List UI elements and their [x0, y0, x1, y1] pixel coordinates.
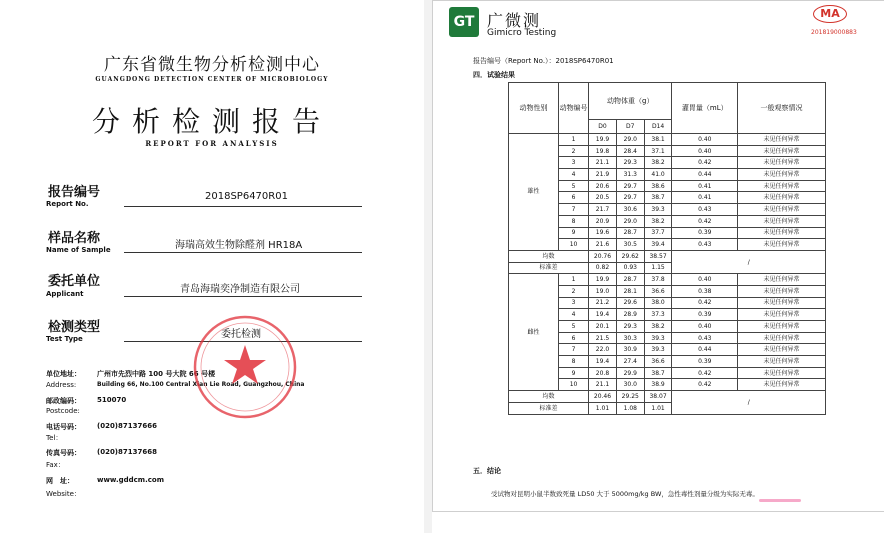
table-cell: 0.42 — [672, 379, 738, 391]
table-cell: 0.41 — [672, 192, 738, 204]
conclusion-text: 受试物对昆明小鼠半数致死量 LD50 大于 5000mg/kg BW，急性毒性剂量分级为实际无毒。 — [491, 490, 759, 498]
table-cell: 27.4 — [616, 356, 644, 368]
table-cell: 未见任何异常 — [738, 297, 826, 309]
sd-label: 标准差 — [509, 402, 589, 414]
field-label-en-applicant: Applicant — [46, 290, 84, 298]
table-cell: 29.3 — [616, 321, 644, 333]
table-cell: 30.9 — [616, 344, 644, 356]
field-label-sample: 样品名称 — [48, 231, 101, 246]
table-cell: 0.40 — [672, 274, 738, 286]
table-cell: 0.82 — [589, 262, 617, 274]
table-cell: 0.44 — [672, 169, 738, 181]
header-day: D7 — [616, 120, 644, 134]
field-label-report-no: 报告编号 — [48, 185, 101, 200]
table-cell: 28.7 — [616, 274, 644, 286]
table-cell: 5 — [559, 321, 589, 333]
table-cell: 9 — [559, 367, 589, 379]
table-cell: 30.0 — [616, 379, 644, 391]
table-cell: 未见任何异常 — [738, 367, 826, 379]
table-cell: 未见任何异常 — [738, 169, 826, 181]
table-row — [509, 134, 826, 146]
report-title-en: REPORT FOR ANALYSIS — [145, 139, 279, 148]
table-cell: 20.8 — [589, 367, 617, 379]
table-cell: 29.7 — [616, 192, 644, 204]
fax-value: (020)87137668 — [97, 448, 157, 456]
header-dose: 灌胃量（mL） — [672, 83, 738, 134]
header-sex: 动物性别 — [509, 83, 559, 134]
table-cell: 1 — [559, 134, 589, 146]
table-cell: 21.7 — [589, 204, 617, 216]
address-label: 单位地址： — [46, 370, 81, 378]
website-value: www.gddcm.com — [97, 476, 164, 484]
table-cell: 未见任何异常 — [738, 344, 826, 356]
table-cell: 29.0 — [616, 134, 644, 146]
table-cell: 21.6 — [589, 239, 617, 251]
table-cell: 2 — [559, 285, 589, 297]
header-id: 动物编号 — [559, 83, 589, 134]
table-cell: 0.40 — [672, 134, 738, 146]
table-cell: 19.8 — [589, 145, 617, 157]
table-cell: 0.43 — [672, 332, 738, 344]
table-cell: 38.1 — [644, 134, 672, 146]
table-cell: 8 — [559, 215, 589, 227]
tel-en: Tel： — [46, 434, 63, 442]
table-cell: 39.3 — [644, 344, 672, 356]
table-cell: 19.4 — [589, 309, 617, 321]
table-cell: 41.0 — [644, 169, 672, 181]
table-cell: 7 — [559, 344, 589, 356]
table-cell: 38.57 — [644, 250, 672, 262]
field-label-test-type: 检测类型 — [48, 320, 101, 335]
table-cell: 未见任何异常 — [738, 356, 826, 368]
postcode-label: 邮政编码： — [46, 397, 81, 405]
table-cell: 36.6 — [644, 356, 672, 368]
applicant-value: 青岛海瑞奕净制造有限公司 — [180, 284, 300, 295]
gimicro-logo: GT — [449, 7, 479, 37]
table-cell: 37.8 — [644, 274, 672, 286]
table-cell: 4 — [559, 169, 589, 181]
fax-en: Fax： — [46, 461, 65, 469]
official-stamp — [190, 312, 300, 422]
table-cell: 29.9 — [616, 367, 644, 379]
tel-label: 电话号码： — [46, 423, 81, 431]
report-cover-page — [0, 0, 424, 533]
table-cell: 未见任何异常 — [738, 321, 826, 333]
table-cell: 1 — [559, 274, 589, 286]
table-cell: 31.3 — [616, 169, 644, 181]
table-cell: 未见任何异常 — [738, 180, 826, 192]
table-cell: 37.3 — [644, 309, 672, 321]
table-cell: 28.9 — [616, 309, 644, 321]
table-cell: 28.7 — [616, 227, 644, 239]
table-cell: 0.38 — [672, 285, 738, 297]
fax-label: 传真号码： — [46, 449, 81, 457]
table-row — [509, 391, 826, 403]
table-cell: 2 — [559, 145, 589, 157]
table-cell: 10 — [559, 379, 589, 391]
brand-name-en: Gimicro Testing — [487, 28, 557, 38]
table-cell: 未见任何异常 — [738, 204, 826, 216]
header-day: D14 — [644, 120, 672, 134]
section-conclusion-heading: 五．结论 — [473, 467, 501, 475]
address-en: Building 66, No.100 Central Xian Lie Road, Guangzhou, China — [97, 381, 305, 388]
table-cell: 0.93 — [616, 262, 644, 274]
postcode-en: Postcode: — [46, 407, 80, 415]
website-label: 网 址： — [46, 477, 74, 485]
table-cell: 36.6 — [644, 285, 672, 297]
table-cell: 29.7 — [616, 180, 644, 192]
section-results-heading: 四．试验结果 — [473, 71, 515, 79]
table-cell: 21.5 — [589, 332, 617, 344]
table-cell: 1.01 — [589, 402, 617, 414]
report-number: 报告编号（Report No.）：2018SP6470R01 — [473, 57, 614, 65]
table-cell: 0.41 — [672, 180, 738, 192]
table-cell: 29.62 — [616, 250, 644, 262]
table-cell: 37.7 — [644, 227, 672, 239]
table-cell: 9 — [559, 227, 589, 239]
table-cell: 未见任何异常 — [738, 157, 826, 169]
table-cell: 29.0 — [616, 215, 644, 227]
sd-label: 标准差 — [509, 262, 589, 274]
table-cell: 0.39 — [672, 356, 738, 368]
table-cell: 未见任何异常 — [738, 145, 826, 157]
field-label-applicant: 委托单位 — [48, 274, 101, 289]
table-cell: 39.3 — [644, 332, 672, 344]
org-name-en: GUANGDONG DETECTION CENTER OF MICROBIOLOGY — [95, 76, 329, 83]
table-cell: 0.43 — [672, 239, 738, 251]
mean-label: 均数 — [509, 250, 589, 262]
cma-number: 201819000883 — [811, 29, 857, 36]
table-cell: 37.1 — [644, 145, 672, 157]
table-cell: 38.7 — [644, 367, 672, 379]
table-cell: 0.39 — [672, 309, 738, 321]
underline — [124, 296, 362, 297]
page-gap — [424, 0, 432, 533]
table-cell: 未见任何异常 — [738, 274, 826, 286]
table-cell: 0.42 — [672, 157, 738, 169]
table-cell: 38.07 — [644, 391, 672, 403]
table-cell: 0.42 — [672, 367, 738, 379]
table-cell: 4 — [559, 309, 589, 321]
table-row — [509, 250, 826, 262]
table-cell: 29.6 — [616, 297, 644, 309]
address-cn: 广州市先烈中路 100 号大院 66 号楼 — [97, 370, 216, 378]
header-day: D0 — [589, 120, 617, 134]
table-cell: 28.4 — [616, 145, 644, 157]
table-cell: 1.08 — [616, 402, 644, 414]
mean-label: 均数 — [509, 391, 589, 403]
underline — [124, 252, 362, 253]
report-title-cn: 分析检测报告 — [91, 105, 332, 138]
table-cell: 21.9 — [589, 169, 617, 181]
table-cell: 19.0 — [589, 285, 617, 297]
table-cell: 21.1 — [589, 157, 617, 169]
table-cell: 10 — [559, 239, 589, 251]
table-cell: 22.0 — [589, 344, 617, 356]
table-cell: 19.6 — [589, 227, 617, 239]
table-cell: 20.1 — [589, 321, 617, 333]
table-cell: 未见任何异常 — [738, 379, 826, 391]
male-group-label: 雄性 — [509, 134, 559, 251]
table-cell: 39.4 — [644, 239, 672, 251]
table-cell: 29.3 — [616, 157, 644, 169]
table-cell: 未见任何异常 — [738, 134, 826, 146]
table-cell: 未见任何异常 — [738, 309, 826, 321]
table-cell: 29.25 — [616, 391, 644, 403]
table-cell: 30.3 — [616, 332, 644, 344]
brand-name-cn: 广微测 — [487, 11, 542, 30]
highlight-mark — [759, 499, 801, 502]
table-cell: 6 — [559, 192, 589, 204]
table-cell: 0.42 — [672, 215, 738, 227]
table-cell: 7 — [559, 204, 589, 216]
table-cell: 20.9 — [589, 215, 617, 227]
table-cell: 未见任何异常 — [738, 332, 826, 344]
table-cell: 38.2 — [644, 215, 672, 227]
table-cell: 38.0 — [644, 297, 672, 309]
table-cell: 1.01 — [644, 402, 672, 414]
table-cell: 未见任何异常 — [738, 192, 826, 204]
table-cell: 20.76 — [589, 250, 617, 262]
table-cell: 未见任何异常 — [738, 285, 826, 297]
table-cell: 20.6 — [589, 180, 617, 192]
postcode-value: 510070 — [97, 396, 127, 404]
table-cell: 38.2 — [644, 321, 672, 333]
table-cell: 3 — [559, 157, 589, 169]
table-cell: 8 — [559, 356, 589, 368]
table-cell: 未见任何异常 — [738, 215, 826, 227]
field-label-en-sample: Name of Sample — [46, 246, 111, 254]
slash-cell: / — [672, 391, 826, 414]
table-cell: 未见任何异常 — [738, 227, 826, 239]
table-cell: 0.39 — [672, 227, 738, 239]
field-label-en-report-no: Report No. — [46, 200, 89, 208]
report-no-value: 2018SP6470R01 — [205, 191, 288, 202]
test-type-value: 委托检测 — [221, 329, 261, 340]
table-cell: 21.2 — [589, 297, 617, 309]
sample-name-value: 海瑞高效生物除醛剂 HR18A — [175, 240, 303, 251]
table-cell: 39.3 — [644, 204, 672, 216]
results-table — [508, 82, 826, 415]
tel-value: (020)87137666 — [97, 422, 157, 430]
table-cell: 20.46 — [589, 391, 617, 403]
cma-mark: MA — [813, 5, 847, 23]
table-cell: 1.15 — [644, 262, 672, 274]
table-cell: 未见任何异常 — [738, 239, 826, 251]
table-cell: 30.5 — [616, 239, 644, 251]
table-row — [509, 274, 826, 286]
table-cell: 19.9 — [589, 274, 617, 286]
table-cell: 20.5 — [589, 192, 617, 204]
table-cell: 0.40 — [672, 145, 738, 157]
table-cell: 0.42 — [672, 297, 738, 309]
table-cell: 0.40 — [672, 321, 738, 333]
table-cell: 30.6 — [616, 204, 644, 216]
table-cell: 38.7 — [644, 192, 672, 204]
table-cell: 21.1 — [589, 379, 617, 391]
table-cell: 28.1 — [616, 285, 644, 297]
field-label-en-test-type: Test Type — [46, 335, 83, 343]
table-cell: 5 — [559, 180, 589, 192]
underline — [124, 206, 362, 207]
table-cell: 19.4 — [589, 356, 617, 368]
table-cell: 38.6 — [644, 180, 672, 192]
address-en-label: Address: — [46, 381, 77, 389]
table-cell: 0.43 — [672, 204, 738, 216]
female-group-label: 雌性 — [509, 274, 559, 391]
slash-cell: / — [672, 250, 826, 273]
table-cell: 6 — [559, 332, 589, 344]
org-name-cn: 广东省微生物分析检测中心 — [104, 55, 320, 75]
table-cell: 38.2 — [644, 157, 672, 169]
table-cell: 38.9 — [644, 379, 672, 391]
table-cell: 19.9 — [589, 134, 617, 146]
header-weight: 动物体重（g） — [589, 83, 672, 120]
website-en: Website： — [46, 490, 81, 498]
table-cell: 3 — [559, 297, 589, 309]
header-observation: 一般观察情况 — [738, 83, 826, 134]
table-cell: 0.44 — [672, 344, 738, 356]
